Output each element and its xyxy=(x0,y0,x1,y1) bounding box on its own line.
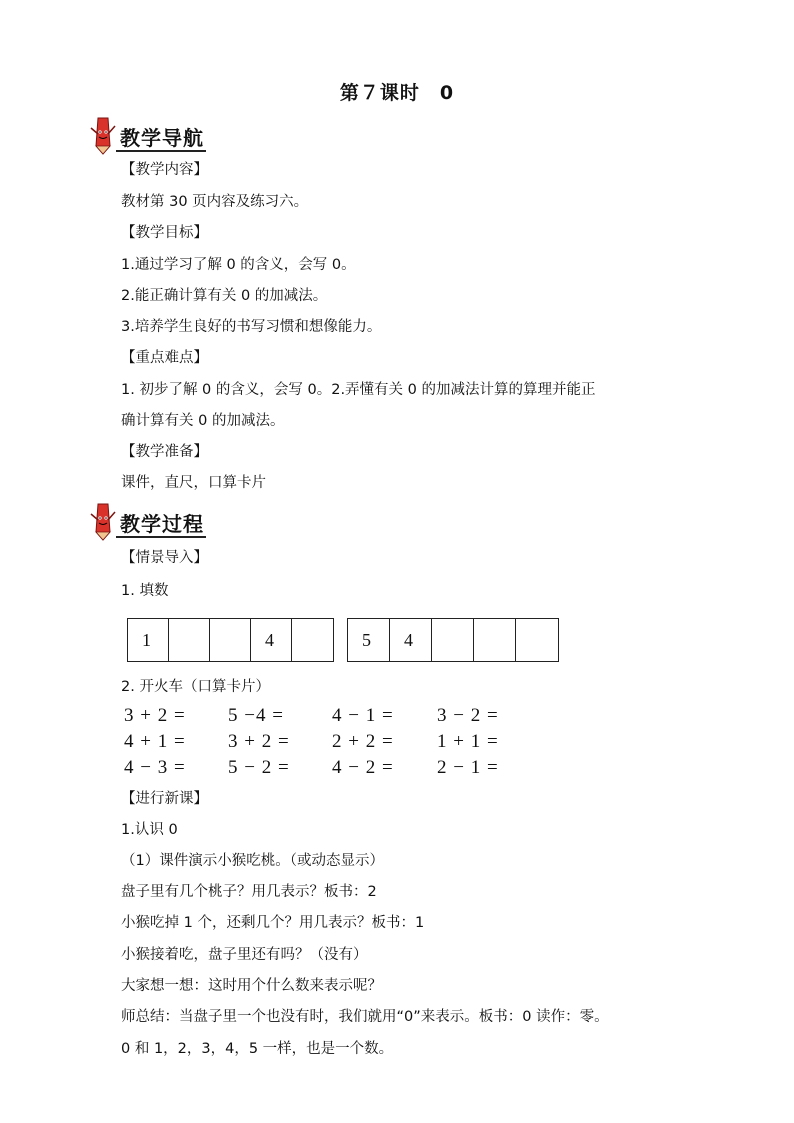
grid-cell xyxy=(210,619,251,661)
equation: 2 − 1 = xyxy=(437,757,499,778)
equation: 1 + 1 = xyxy=(437,731,499,752)
section-heading-label: 教学导航 xyxy=(120,126,204,150)
new-lesson-line: 小猴接着吃，盘子里还有吗？（没有） xyxy=(121,947,368,963)
equation: 3 − 2 = xyxy=(437,705,499,726)
grid-cell: 4 xyxy=(390,619,432,661)
new-lesson-label: 【进行新课】 xyxy=(121,791,208,807)
new-lesson-line: 盘子里有几个桃子？用几表示？板书：2 xyxy=(121,884,377,900)
lesson-title: 第７课时 0 xyxy=(339,82,455,104)
equation: 4 − 1 = xyxy=(332,705,394,726)
grid-cell xyxy=(432,619,474,661)
new-lesson-line: 1.认识 0 xyxy=(121,822,178,838)
grid-cell xyxy=(474,619,516,661)
section-heading-underline xyxy=(116,150,206,152)
new-lesson-line: 大家想一想：这时用个什么数来表示呢？ xyxy=(121,978,382,994)
key-line: 1. 初步了解 0 的含义，会写 0。2.弄懂有关 0 的加减法计算的算理并能正 xyxy=(121,382,596,398)
section-heading-underline xyxy=(116,536,206,538)
content-label: 【教学内容】 xyxy=(121,162,208,178)
fill-title: 1. 填数 xyxy=(121,583,169,599)
grid-cell xyxy=(292,619,333,661)
new-lesson-line: 0 和 1，2，3，4，5 一样，也是一个数。 xyxy=(121,1041,394,1057)
intro-label: 【情景导入】 xyxy=(121,550,208,566)
prep-label: 【教学准备】 xyxy=(121,444,208,460)
equation: 5 − 2 = xyxy=(228,757,290,778)
grid-cell: 1 xyxy=(128,619,169,661)
key-label: 【重点难点】 xyxy=(121,350,208,366)
equation: 4 − 2 = xyxy=(332,757,394,778)
section-heading-label: 教学过程 xyxy=(120,512,204,536)
goal-item: 3.培养学生良好的书写习惯和想像能力。 xyxy=(121,319,382,335)
prep-text: 课件，直尺，口算卡片 xyxy=(121,475,266,491)
train-title: 2. 开火车（口算卡片） xyxy=(121,679,270,695)
goal-item: 2.能正确计算有关 0 的加减法。 xyxy=(121,288,328,304)
number-grid-left xyxy=(127,618,334,662)
grid-cell: 5 xyxy=(348,619,390,661)
goal-item: 1.通过学习了解 0 的含义，会写 0。 xyxy=(121,257,356,273)
number-grid-right xyxy=(347,618,559,662)
grid-cell: 4 xyxy=(251,619,292,661)
equation: 5 −4 = xyxy=(228,705,284,726)
equation: 4 − 3 = xyxy=(124,757,186,778)
new-lesson-line: 小猴吃掉 1 个，还剩几个？用几表示？板书：1 xyxy=(121,915,425,931)
equation: 3 + 2 = xyxy=(228,731,290,752)
new-lesson-line: 师总结：当盘子里一个也没有时，我们就用“0”来表示。板书：0 读作：零。 xyxy=(121,1009,609,1025)
equation: 4 + 1 = xyxy=(124,731,186,752)
equation: 2 + 2 = xyxy=(332,731,394,752)
goals-label: 【教学目标】 xyxy=(121,225,208,241)
equation: 3 + 2 = xyxy=(124,705,186,726)
grid-cell xyxy=(169,619,210,661)
content-text: 教材第 30 页内容及练习六。 xyxy=(121,194,309,210)
new-lesson-line: （1）课件演示小猴吃桃。（或动态显示） xyxy=(121,853,384,869)
grid-cell xyxy=(516,619,558,661)
key-line: 确计算有关 0 的加减法。 xyxy=(121,413,285,429)
